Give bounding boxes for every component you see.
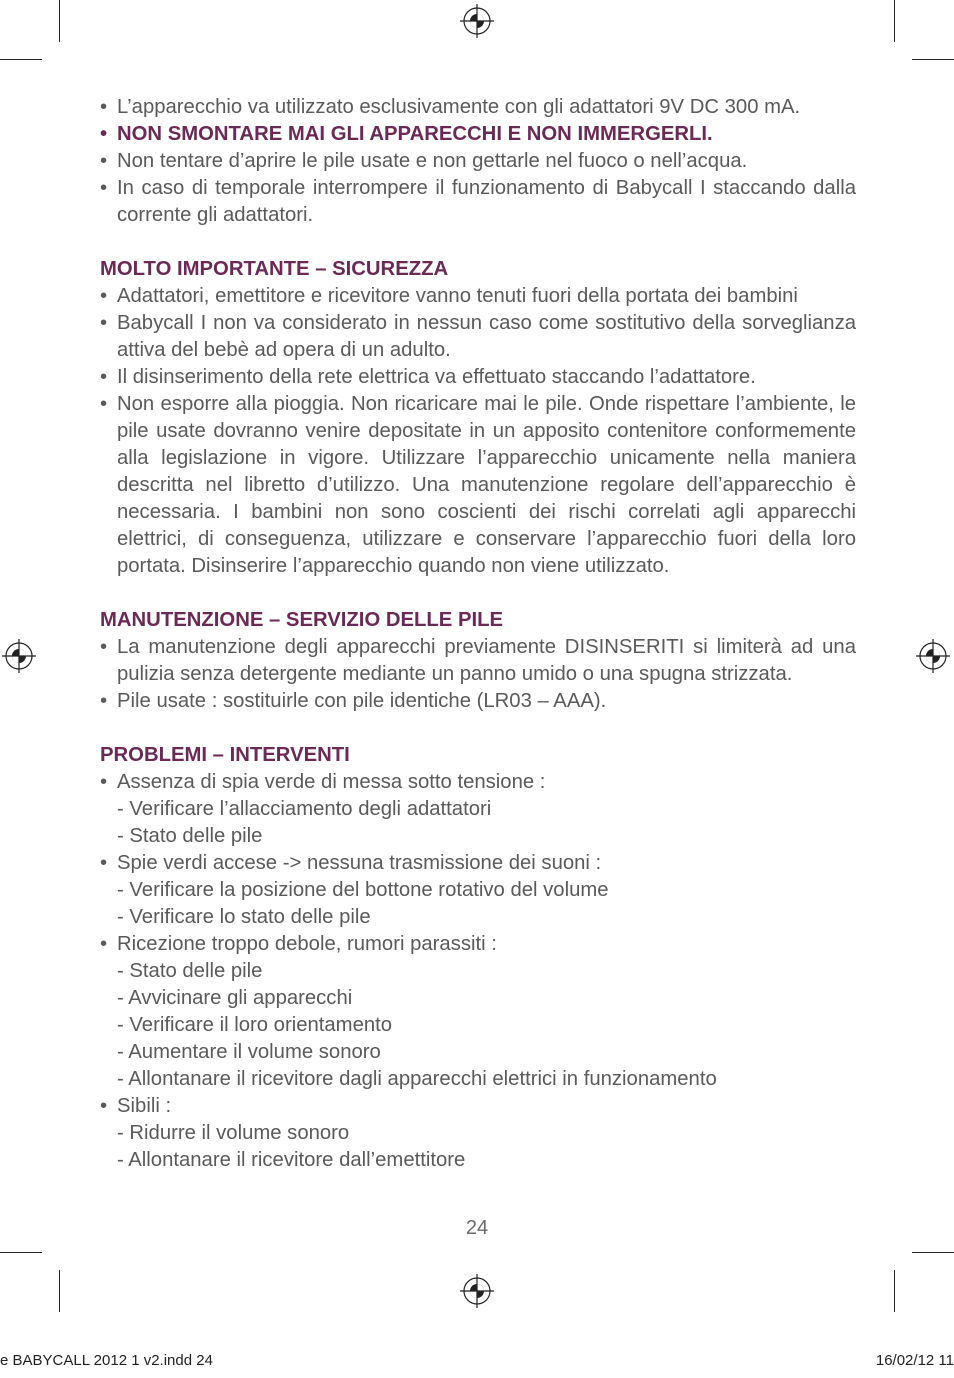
crop-mark [912, 1252, 954, 1253]
problem-item: • Sibili : [100, 1093, 856, 1120]
safety-item: • Non esporre alla pioggia. Non ricaricare mai le pile. Onde rispettare l’ambiente, le pile usate dovranno venire depositate in un apposito contenitore conformemente alla legislazione in vigore. Utilizzare l’apparecchio unicamente nella maniera descritta nel libretto d’utilizzo. Una manutenzione regolare dell’apparecchio è necessaria. I bambini non sono coscienti dei rischi correlati agli apparecchi elettrici, di conseguenza, utilizzare e conservare l’apparecchio fuori della loro portata. Disinserire l’apparecchio quando non viene utilizzato. [100, 391, 856, 580]
problem-remedy: - Stato delle pile [117, 825, 263, 847]
problem-remedy: - Stato delle pile [117, 960, 263, 982]
problem-item: • Ricezione troppo debole, rumori parassiti : [100, 931, 856, 958]
section-heading-problems: PROBLEMI – INTERVENTI [100, 744, 350, 766]
problem-remedy: - Allontanare il ricevitore dagli apparecchi elettrici in funzionamento [117, 1068, 717, 1090]
problem-item: • Spie verdi accese -> nessuna trasmissione dei suoni : [100, 850, 856, 877]
crop-mark [59, 0, 60, 42]
safety-item: • Adattatori, emettitore e ricevitore vanno tenuti fuori della portata dei bambini [100, 283, 856, 310]
crop-mark [0, 1252, 42, 1253]
page-number: 24 [465, 1217, 489, 1239]
registration-mark-icon [459, 3, 495, 39]
crop-mark [894, 1270, 895, 1312]
problem-remedy: - Verificare l’allacciamento degli adattatori [117, 798, 492, 820]
crop-mark [59, 1270, 60, 1312]
document-body [100, 94, 856, 1174]
problem-remedy: - Avvicinare gli apparecchi [117, 987, 353, 1009]
problem-remedy: - Verificare lo stato delle pile [117, 906, 371, 928]
crop-mark [894, 0, 895, 42]
crop-mark [0, 59, 42, 60]
footer-file-info: e BABYCALL 2012 1 v2.indd 24 [0, 1352, 213, 1369]
registration-mark-icon [1, 638, 37, 674]
problem-remedy: - Aumentare il volume sonoro [117, 1041, 381, 1063]
registration-mark-icon [915, 638, 951, 674]
problem-remedy: - Allontanare il ricevitore dall’emettitore [117, 1149, 466, 1171]
footer-date: 16/02/12 11 [875, 1352, 954, 1369]
safety-item: • Babycall I non va considerato in nessun caso come sostitutivo della sorveglianza attiva del bebè ad opera di un adulto. [100, 310, 856, 364]
safety-item: • Il disinserimento della rete elettrica va effettuato staccando l’adattatore. [100, 364, 856, 391]
problem-remedy: - Ridurre il volume sonoro [117, 1122, 350, 1144]
section-heading-maintenance: MANUTENZIONE – SERVIZIO DELLE PILE [100, 609, 504, 631]
problem-item: • Assenza di spia verde di messa sotto tensione : [100, 769, 856, 796]
section-heading-safety: MOLTO IMPORTANTE – SICUREZZA [100, 258, 449, 280]
problem-remedy: - Verificare il loro orientamento [117, 1014, 393, 1036]
intro-item: • In caso di temporale interrompere il funzionamento di Babycall I staccando dalla corrente gli adattatori. [100, 175, 856, 229]
crop-mark [912, 59, 954, 60]
maintenance-item: • Pile usate : sostituirle con pile identiche (LR03 – AAA). [100, 688, 856, 715]
intro-item: • L’apparecchio va utilizzato esclusivamente con gli adattatori 9V DC 300 mA. [100, 94, 856, 121]
problem-remedy: - Verificare la posizione del bottone rotativo del volume [117, 879, 609, 901]
intro-item-warning: • NON SMONTARE MAI GLI APPARECCHI E NON IMMERGERLI. [100, 121, 856, 148]
registration-mark-icon [459, 1273, 495, 1309]
intro-item: • Non tentare d’aprire le pile usate e non gettarle nel fuoco o nell’acqua. [100, 148, 856, 175]
maintenance-item: • La manutenzione degli apparecchi previamente DISINSERITI si limiterà ad una pulizia senza detergente mediante un panno umido o una spugna strizzata. [100, 634, 856, 688]
